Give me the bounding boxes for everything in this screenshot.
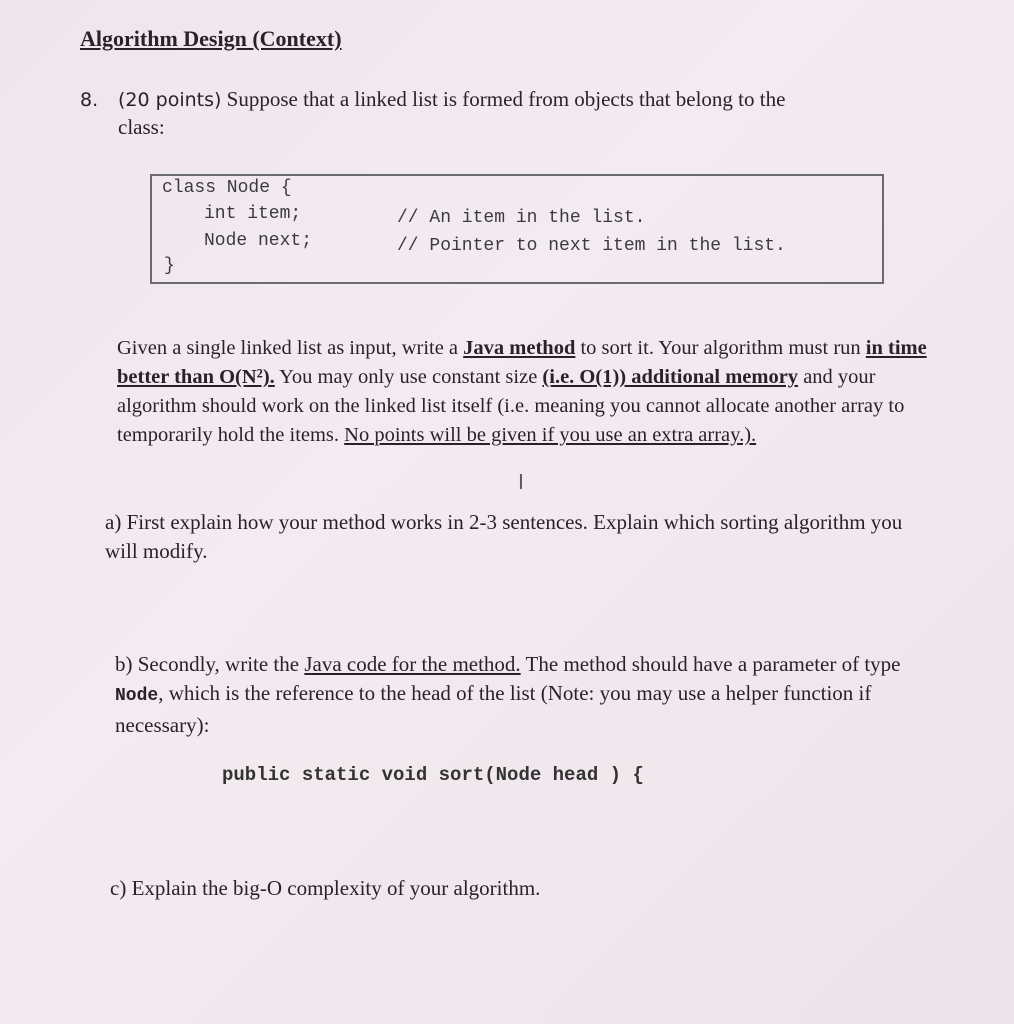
code-line-close: }: [164, 256, 175, 276]
no-points-warning: No points will be given if you use an extra array.).: [344, 424, 757, 446]
memory-constraint-emphasis: (i.e. O(1)) additional memory: [542, 366, 799, 388]
part-b: [115, 650, 935, 740]
time-complexity-emphasis: in time better than O(N²).: [117, 337, 927, 388]
text-span: You may only use constant size: [274, 366, 543, 388]
question-intro-line2: class:: [118, 115, 165, 139]
text-cursor-icon: I: [518, 470, 524, 494]
text-span: , which is the reference to the head of the list (Note: you may use a helper function if necessary):: [115, 681, 872, 737]
part-a: a) First explain how your method works in 2-3 sentences. Explain which sorting algorithm you will modify.: [105, 510, 903, 563]
code-line-class: class Node {: [162, 178, 292, 198]
question-number: 8.: [80, 89, 99, 111]
problem-description: [117, 334, 932, 450]
node-type-code: Node: [115, 686, 159, 706]
code-box: [150, 174, 884, 284]
text-span: b) Secondly, write the: [115, 652, 305, 676]
question-8: [80, 86, 940, 141]
question-points: (20 points): [118, 89, 222, 111]
java-method-emphasis: Java method: [463, 337, 576, 359]
text-span: and your algorithm should work on the linked list itself (i.e. meaning you cannot allocate another array to temporarily hold the items.: [117, 366, 905, 446]
section-title: Algorithm Design (Context): [80, 26, 342, 51]
code-line-next: Node next;: [204, 231, 313, 251]
java-code-emphasis: Java code for the method.: [304, 652, 521, 676]
question-intro-line1: Suppose that a linked list is formed from objects that belong to the: [226, 87, 786, 111]
part-c: c) Explain the big-O complexity of your algorithm.: [110, 876, 541, 900]
text-span: Given a single linked list as input, write a: [117, 337, 464, 359]
code-comment-next: // Pointer to next item in the list.: [397, 236, 786, 256]
method-signature: public static void sort(Node head ) {: [222, 764, 644, 786]
code-comment-item: // An item in the list.: [397, 208, 646, 228]
text-span: to sort it. Your algorithm must run: [575, 337, 866, 359]
text-span: The method should have a parameter of type: [520, 652, 901, 676]
code-line-item: int item;: [204, 204, 302, 224]
